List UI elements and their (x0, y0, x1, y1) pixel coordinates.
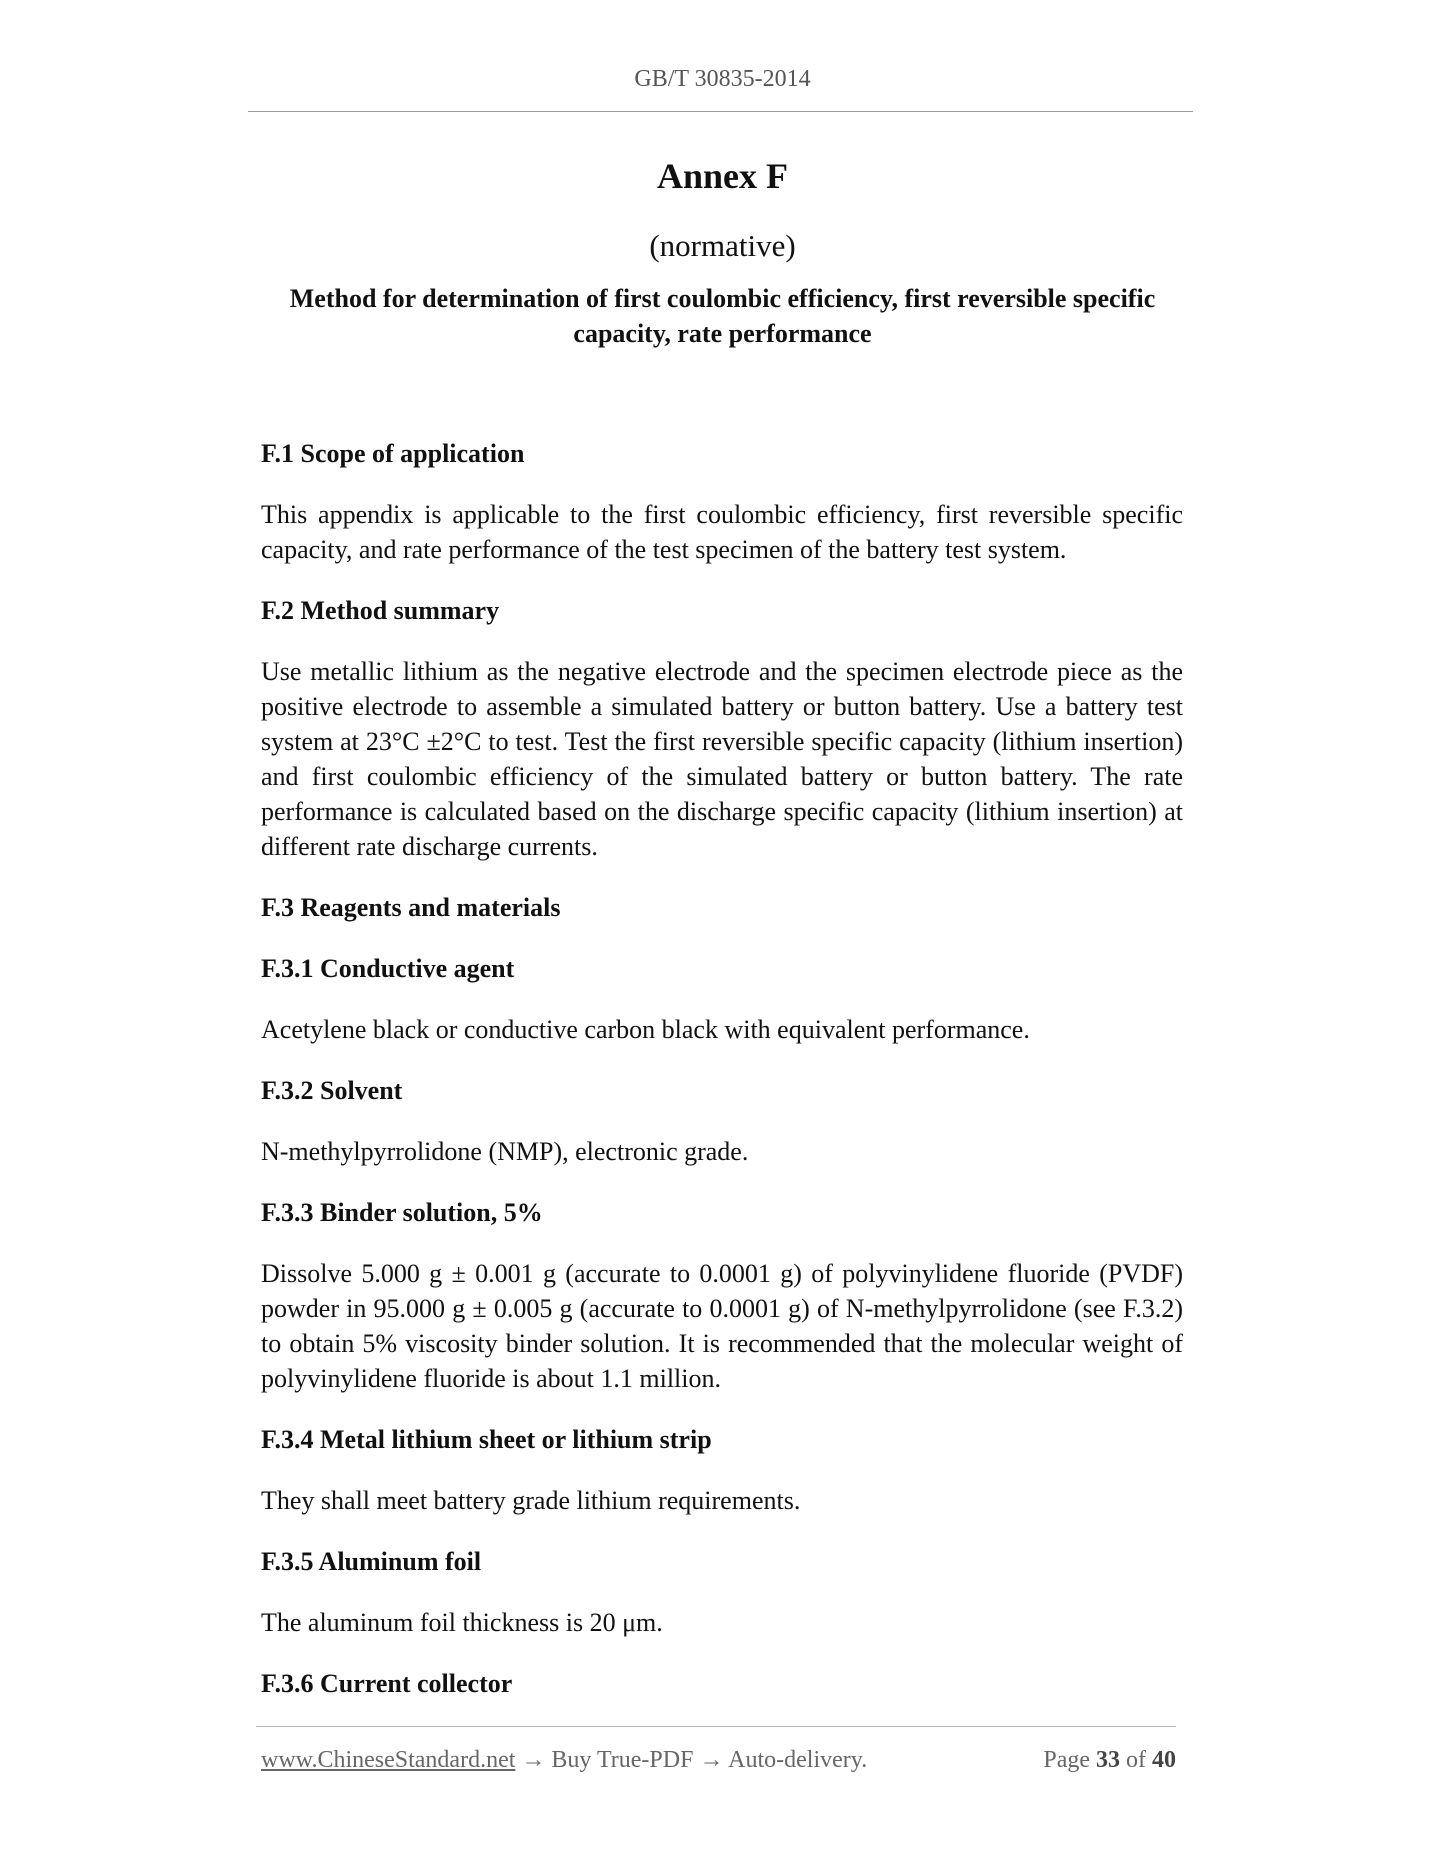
section-heading-f3-3: F.3.3 Binder solution, 5% (261, 1198, 543, 1227)
header-divider (248, 111, 1193, 112)
footer-promo (261, 1747, 867, 1774)
website-link[interactable]: www.ChineseStandard.net (261, 1747, 516, 1773)
annex-title: Annex F (656, 156, 788, 196)
auto-delivery-text: Auto-delivery. (728, 1747, 868, 1773)
section-text-f3-1: Acetylene black or conductive carbon black with equivalent performance. (261, 1015, 1030, 1044)
footer-divider (256, 1726, 1176, 1727)
arrow-icon: → (515, 1747, 552, 1773)
section-text-f3-2: N-methylpyrrolidone (NMP), electronic grade. (261, 1137, 749, 1166)
section-text-f2: Use metallic lithium as the negative electrode and the specimen electrode piece as the positive electrode to assemble a simulated battery or button battery. Use a battery test system at 23°C ±2°C to test. Test the first reversible specific capacity (lithium insertion) and first coulombic efficiency of the simulated battery or button battery. The rate performance is calculated based on the discharge specific capacity (lithium insertion) at different rate discharge currents. (261, 657, 1183, 861)
section-heading-f3: F.3 Reagents and materials (261, 893, 561, 922)
section-heading-f1: F.1 Scope of application (261, 439, 525, 468)
section-text-f3-5: The aluminum foil thickness is 20 μm. (261, 1608, 663, 1637)
total-pages: 40 (1152, 1747, 1176, 1773)
section-heading-f3-2: F.3.2 Solvent (261, 1076, 403, 1105)
section-text-f3-4: They shall meet battery grade lithium requirements. (261, 1486, 801, 1515)
section-heading-f3-5: F.3.5 Aluminum foil (261, 1547, 482, 1576)
document-body (261, 436, 1183, 1727)
section-heading-f3-1: F.3.1 Conductive agent (261, 954, 515, 983)
section-heading-f3-6: F.3.6 Current collector (261, 1669, 513, 1698)
of-label: of (1126, 1747, 1146, 1773)
document-code-header: GB/T 30835-2014 (634, 66, 811, 92)
section-heading-f2: F.2 Method summary (261, 596, 500, 625)
section-text-f1: This appendix is applicable to the first coulombic efficiency, first reversible specific capacity, and rate performance of the test specimen of the battery test system. (261, 500, 1183, 564)
page-label: Page (1043, 1747, 1090, 1773)
arrow-icon: → (693, 1747, 729, 1773)
section-text-f3-3: Dissolve 5.000 g ± 0.001 g (accurate to 0.0001 g) of polyvinylidene fluoride (PVDF) powder in 95.000 g ± 0.005 g (accurate to 0.0001 g) of N-methylpyrrolidone (see F.3.2) to obtain 5% viscosity binder solution. It is recommended that the molecular weight of polyvinylidene fluoride is about 1.1 million. (261, 1259, 1183, 1393)
section-heading-f3-4: F.3.4 Metal lithium sheet or lithium strip (261, 1425, 712, 1454)
buy-pdf-text: Buy True-PDF (551, 1747, 694, 1773)
method-title: Method for determination of first coulombic efficiency, first reversible specific capacity, rate performance (289, 284, 1156, 348)
current-page: 33 (1096, 1747, 1120, 1773)
annex-type: (normative) (649, 228, 796, 263)
page-number (1043, 1747, 1176, 1774)
